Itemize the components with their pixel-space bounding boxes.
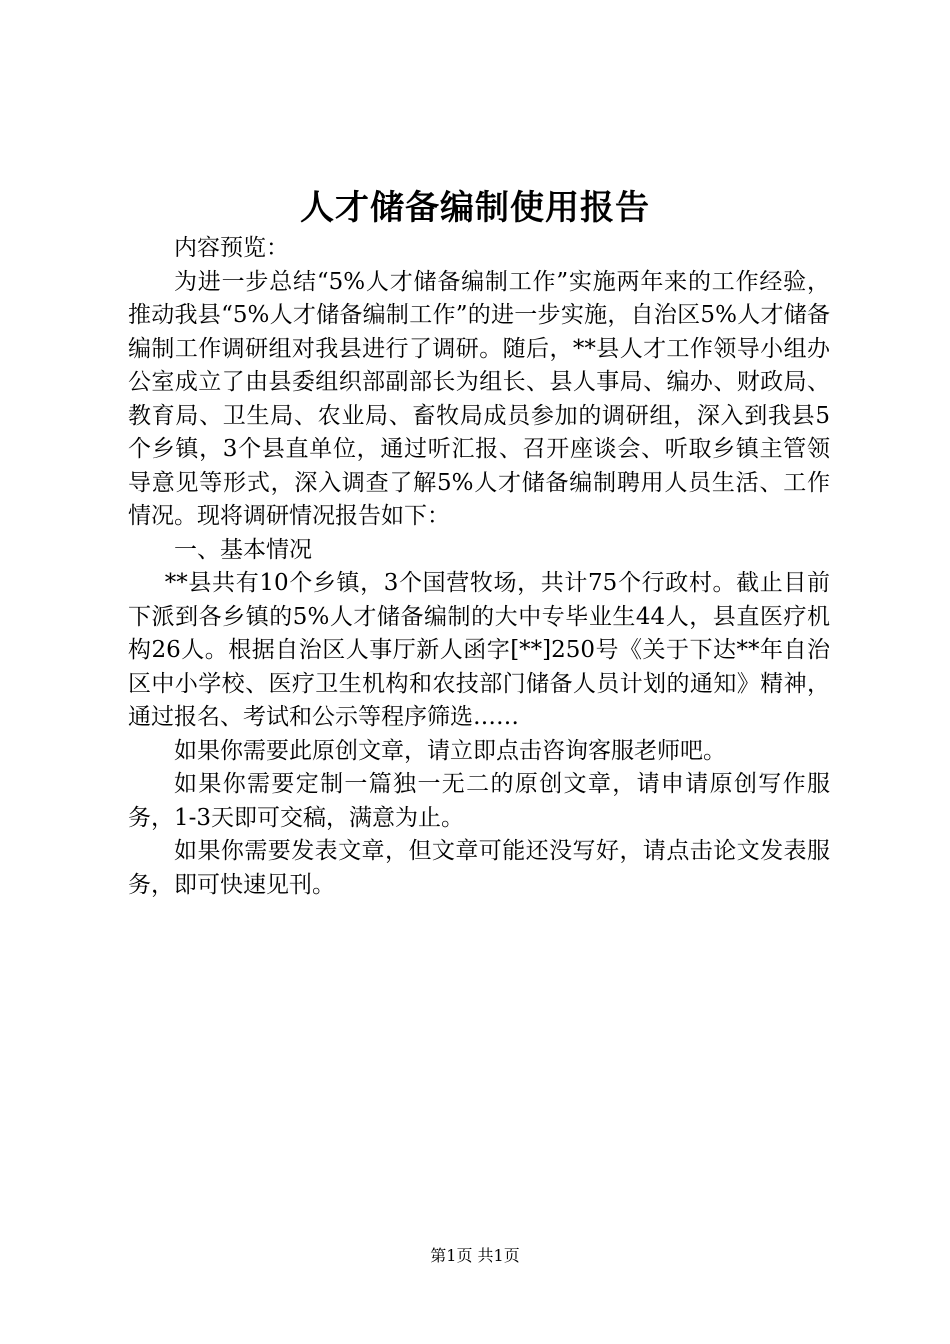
consult-paragraph: 如果你需要此原创文章，请立即点击咨询客服老师吧。 (174, 737, 726, 764)
intro-paragraph: 为进一步总结“5%人才储备编制工作”实施两年来的工作经验，推动我县“5%人才储备编制工作”的进一步实施，自治区5%人才储备编制工作调研组对我县进行了调研。随后，**县人才工作领导小组办公室成立了由县委组织部副部长为组长、县人事局、编办、财政局、教育局、卫生局、农业局、畜牧局成员参加的调研组，深入到我县5个乡镇，3个县直单位，通过听汇报、召开座谈会、听取乡镇主管领导意见等形式，深入调查了解5%人才储备编制聘用人员生活、工作情况。现将调研情况报告如下： (128, 268, 830, 529)
basic-situation-paragraph: **县共有10个乡镇，3个国营牧场，共计75个行政村。截止目前下派到各乡镇的5%人才储备编制的大中专毕业生44人，县直医疗机构26人。根据自治区人事厅新人函字[**]250号《关于下达**年自治区中小学校、医疗卫生机构和农技部门储备人员计划的通知》精神，通过报名、考试和公示等程序筛选…… (128, 570, 830, 730)
section-heading-basic: 一、基本情况 (174, 536, 312, 563)
publish-paragraph: 如果你需要发表文章，但文章可能还没写好，请点击论文发表服务，即可快速见刊。 (128, 838, 830, 898)
document-body (128, 232, 830, 902)
custom-writing-paragraph: 如果你需要定制一篇独一无二的原创文章，请申请原创写作服务，1-3天即可交稿，满意为止。 (128, 771, 830, 831)
document-title: 人才储备编制使用报告 (300, 188, 650, 228)
page-footer: 第1页 共1页 (430, 1246, 520, 1265)
preview-label: 内容预览： (174, 235, 289, 261)
